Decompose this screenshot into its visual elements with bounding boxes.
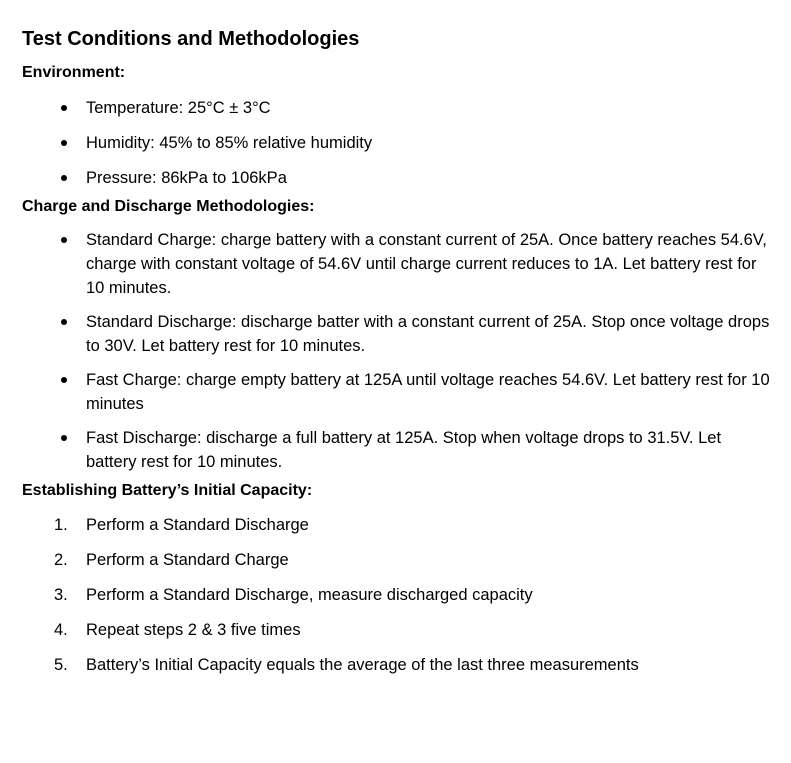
bullet-icon	[61, 237, 67, 243]
list-item-text: Humidity: 45% to 85% relative humidity	[86, 134, 373, 152]
methodologies-list	[22, 228, 772, 474]
step-text: Perform a Standard Discharge	[86, 516, 309, 534]
step-number: 3.	[54, 586, 68, 604]
list-item	[22, 131, 772, 155]
bullet-icon	[61, 435, 67, 441]
numbered-step	[22, 513, 772, 537]
environment-heading: Environment:	[22, 64, 126, 81]
numbered-step	[22, 618, 772, 642]
methodologies-heading: Charge and Discharge Methodologies:	[22, 198, 315, 215]
capacity-heading: Establishing Battery’s Initial Capacity:	[22, 482, 313, 499]
page-title: Test Conditions and Methodologies	[22, 28, 360, 50]
numbered-step	[22, 548, 772, 572]
step-number: 5.	[54, 656, 68, 674]
step-number: 2.	[54, 551, 68, 569]
list-item-text: Standard Charge: charge battery with a constant current of 25A. Once battery reaches 54.6V, charge with constant voltage of 54.6V until charge current reduces to 1A. Let battery rest for 10 minutes.	[86, 231, 767, 297]
list-item-text: Standard Discharge: discharge batter with a constant current of 25A. Stop once voltage drops to 30V. Let battery rest for 10 minutes.	[86, 313, 770, 355]
list-item-text: Fast Charge: charge empty battery at 125A until voltage reaches 54.6V. Let battery rest for 10 minutes	[86, 371, 770, 413]
list-item	[22, 310, 772, 358]
list-item	[22, 96, 772, 120]
step-text: Battery’s Initial Capacity equals the average of the last three measurements	[86, 656, 639, 674]
step-number: 1.	[54, 516, 68, 534]
list-item	[22, 228, 772, 300]
list-item-text: Fast Discharge: discharge a full battery at 125A. Stop when voltage drops to 31.5V. Let battery rest for 10 minutes.	[86, 429, 722, 471]
list-item-text: Pressure: 86kPa to 106kPa	[86, 169, 287, 187]
numbered-step	[22, 653, 772, 677]
bullet-icon	[61, 319, 67, 325]
step-text: Perform a Standard Discharge, measure discharged capacity	[86, 586, 533, 604]
environment-list	[22, 96, 772, 190]
list-item	[22, 426, 772, 474]
list-item-text: Temperature: 25°C ± 3°C	[86, 99, 271, 117]
numbered-step	[22, 583, 772, 607]
document-page	[22, 26, 772, 677]
bullet-icon	[61, 377, 67, 383]
list-item	[22, 368, 772, 416]
bullet-icon	[61, 175, 67, 181]
step-text: Perform a Standard Charge	[86, 551, 289, 569]
step-text: Repeat steps 2 & 3 five times	[86, 621, 301, 639]
bullet-icon	[61, 105, 67, 111]
capacity-steps-list	[22, 513, 772, 677]
step-number: 4.	[54, 621, 68, 639]
list-item	[22, 166, 772, 190]
bullet-icon	[61, 140, 67, 146]
